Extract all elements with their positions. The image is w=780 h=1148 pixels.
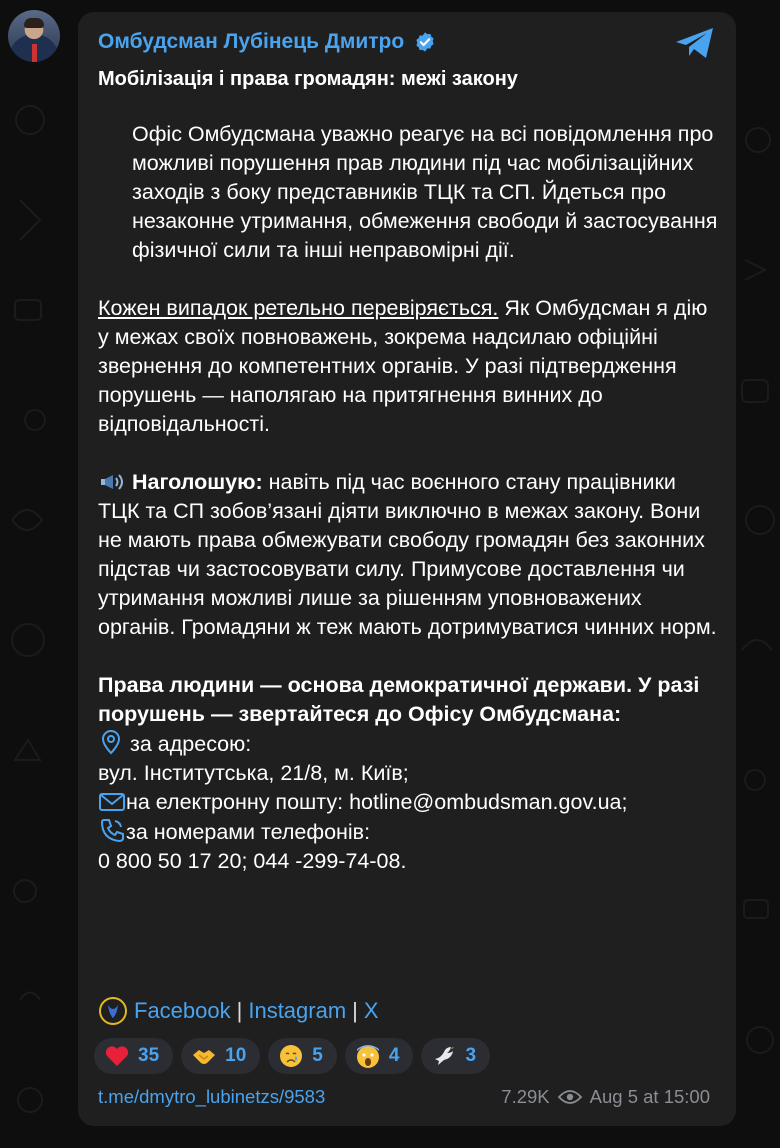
post-meta: [501, 1086, 710, 1108]
link-separator: |: [236, 998, 243, 1023]
bold-emphasis: Наголошую:: [131, 470, 263, 494]
location-pin-icon: [98, 729, 124, 755]
reaction-crying[interactable]: 5: [268, 1038, 337, 1074]
handshake-icon: [191, 1043, 217, 1069]
post-title: Мобілізація і права громадян: межі закону: [98, 68, 518, 90]
envelope-icon: [98, 791, 126, 813]
message-footer: [98, 1086, 718, 1108]
reactions-bar: [94, 1038, 490, 1074]
ombudsman-logo-icon: [98, 996, 128, 1026]
screaming-face-icon: [355, 1043, 381, 1069]
facebook-link[interactable]: Facebook: [134, 998, 231, 1023]
post-link[interactable]: t.me/dmytro_lubinetzs/9583: [98, 1086, 326, 1107]
email-line[interactable]: на електронну пошту: hotline@ombudsman.gov.ua;: [98, 788, 718, 817]
verified-badge-icon: [414, 31, 436, 53]
underlined-text: Кожен випадок ретельно перевіряється.: [98, 296, 499, 320]
address-value: вул. Інститутська, 21/8, м. Київ;: [98, 761, 409, 785]
channel-avatar[interactable]: [8, 10, 60, 62]
address-line: за адресою:: [98, 729, 718, 759]
avatar-hair: [24, 18, 44, 28]
loudspeaker-icon: [98, 471, 126, 493]
phone-line: за номерами телефонів:: [98, 817, 718, 847]
dove-icon: [431, 1043, 457, 1069]
view-count: 7.29K: [501, 1086, 550, 1107]
channel-name-link[interactable]: [98, 30, 436, 54]
reaction-dove[interactable]: 3: [421, 1038, 490, 1074]
eye-icon: [558, 1089, 582, 1105]
heart-icon: [104, 1043, 130, 1069]
message-bubble: [78, 12, 736, 1126]
instagram-link[interactable]: Instagram: [248, 998, 347, 1023]
paragraph-2: Кожен випадок ретельно перевіряється. Як Омбудсман я дію у межах своїх повноважень, зокрема надсилаю офіційні звернення до компетентних органів. У разі підтвердження порушень — наполягаю на притягнення винних до відповідальності.: [98, 296, 708, 436]
link-separator: |: [352, 998, 358, 1023]
reaction-heart[interactable]: 35: [94, 1038, 173, 1074]
post-date: Aug 5 at 15:00: [589, 1086, 710, 1107]
paragraph-1: Офіс Омбудсмана уважно реагує на всі повідомлення про можливі порушення прав людини під час мобілізаційних заходів з боку представників ТЦК та СП. Йдеться про незаконне утримання, обмеження свободи й застосування фізичної сили та інші неправомірні дії.: [132, 122, 718, 262]
telegram-share-icon[interactable]: [674, 26, 716, 60]
x-link[interactable]: X: [363, 998, 379, 1023]
phone-numbers: 0 800 50 17 20; 044 -299-74-08.: [98, 849, 407, 873]
paragraph-3: Наголошую: навіть під час воєнного стану працівники ТЦК та СП зобов’язані діяти виключно в межах закону. Вони не мають права обмежувати свободу громадян без законних підстав чи застосовувати силу. Примусове доставлення чи утримання можливі лише за рішенням уповноважених органів. Громадяни ж теж мають дотримуватися чинних норм.: [98, 470, 717, 639]
crying-face-icon: [278, 1043, 304, 1069]
social-links: [98, 996, 379, 1026]
reaction-handshake[interactable]: 10: [181, 1038, 260, 1074]
reaction-screaming[interactable]: 4: [345, 1038, 414, 1074]
post-body: [98, 120, 718, 876]
phone-icon: [98, 817, 126, 843]
channel-name: Омбудсман Лубінець Дмитро: [98, 30, 405, 53]
avatar-tie: [32, 44, 37, 62]
paragraph-4: Права людини — основа демократичної держави. У разі порушень — звертайтеся до Офісу Омбудсмана:: [98, 673, 700, 726]
